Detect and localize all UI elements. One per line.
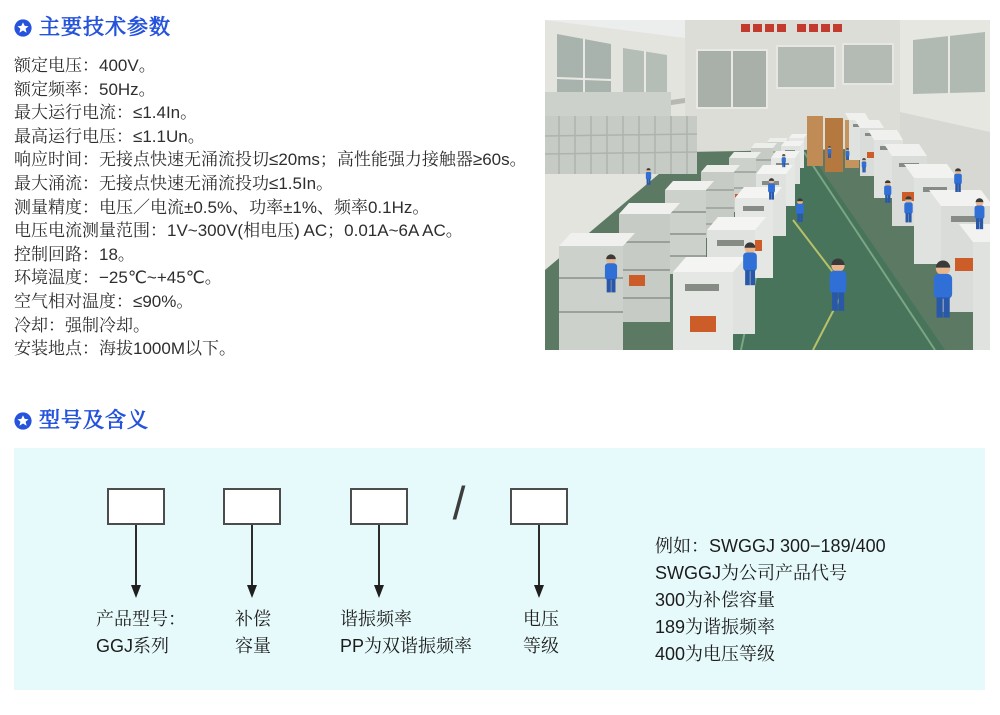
model-box-label-2 <box>235 606 271 660</box>
down-arrow <box>378 525 380 585</box>
example-line: 400为电压等级 <box>655 644 776 664</box>
tech-params-header <box>14 15 171 41</box>
model-diagram-panel <box>14 448 985 690</box>
model-code-box-4 <box>510 488 568 525</box>
model-code-box-1 <box>107 488 165 525</box>
model-code-separator: / <box>452 477 466 529</box>
label-line: 产品型号： <box>96 609 186 629</box>
model-code-box-3 <box>350 488 408 525</box>
model-box-label-3 <box>340 606 472 660</box>
param-line: 环境温度：−25℃~+45℃。 <box>14 268 222 288</box>
label-line: 补偿 <box>235 609 271 629</box>
down-arrow <box>538 525 540 585</box>
label-line: 等级 <box>523 636 559 656</box>
section-title-model-meaning: 型号及含义 <box>39 409 149 432</box>
star-badge-icon <box>14 19 32 37</box>
model-box-label-4 <box>523 606 559 660</box>
param-line: 电压电流测量范围：1V~300V(相电压) AC；0.01A~6A AC。 <box>14 221 463 241</box>
param-line: 额定频率：50Hz。 <box>14 79 156 99</box>
down-arrow <box>135 525 137 585</box>
param-line: 空气相对温度：≤90%。 <box>14 291 194 311</box>
model-code-box-2 <box>223 488 281 525</box>
param-line: 测量精度：电压／电流±0.5%、功率±1%、频率0.1Hz。 <box>14 197 430 217</box>
param-line: 安装地点：海拔1000M以下。 <box>14 339 236 359</box>
param-line: 最大运行电流：≤1.4In。 <box>14 103 198 123</box>
param-line: 最高运行电压：≤1.1Un。 <box>14 126 205 146</box>
label-line: 电压 <box>523 609 559 629</box>
example-line: 189为谐振频率 <box>655 617 776 637</box>
param-line: 控制回路：18。 <box>14 244 135 264</box>
star-badge-icon <box>14 412 32 430</box>
param-line: 额定电压：400V。 <box>14 56 156 75</box>
section-title-tech-params: 主要技术参数 <box>39 16 171 39</box>
param-line: 响应时间：无接点快速无涌流投切≤20ms；高性能强力接触器≥60s。 <box>14 150 527 170</box>
label-line: 谐振频率 <box>340 609 412 629</box>
label-line: 容量 <box>235 636 271 656</box>
example-line: 例如：SWGGJ 300−189/400 <box>655 536 886 556</box>
example-line: SWGGJ为公司产品代号 <box>655 563 847 583</box>
label-line: GGJ系列 <box>96 636 170 656</box>
tech-params-list <box>14 54 539 361</box>
example-line: 300为补偿容量 <box>655 590 776 610</box>
label-line: PP为双谐振频率 <box>340 636 473 656</box>
param-line: 最大涌流：无接点快速无涌流投功≤1.5In。 <box>14 173 334 193</box>
down-arrow <box>251 525 253 585</box>
model-example-block <box>655 533 886 668</box>
model-box-label-1 <box>96 606 186 660</box>
factory-photo <box>545 20 990 350</box>
param-line: 冷却：强制冷却。 <box>14 315 150 335</box>
model-meaning-header <box>14 408 149 434</box>
